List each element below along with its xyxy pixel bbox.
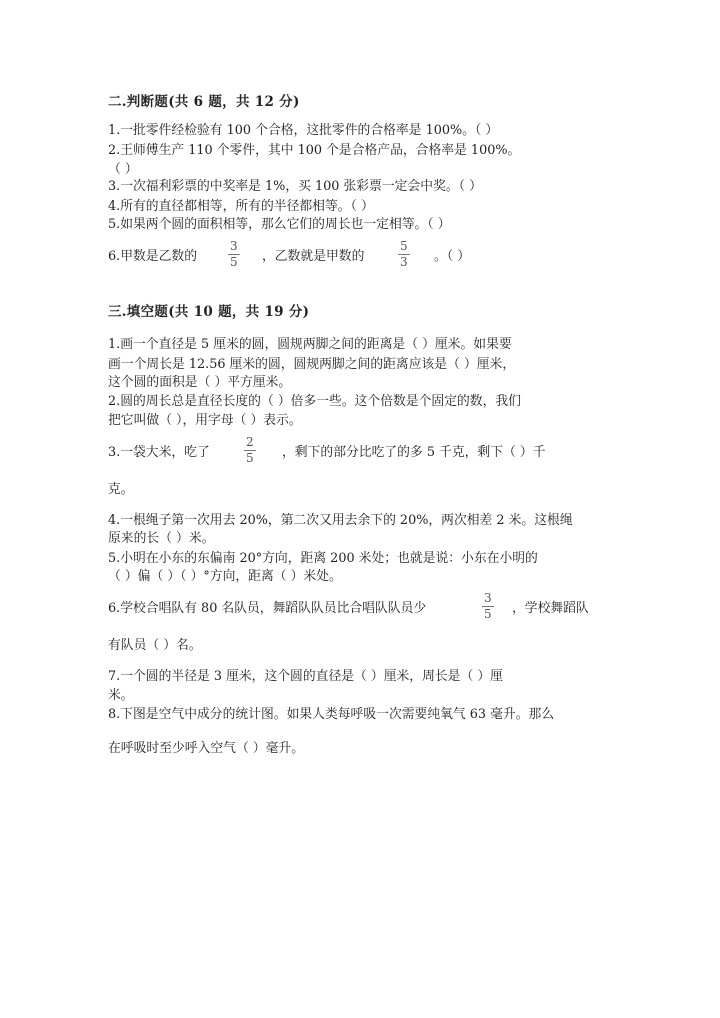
judgment-q4: 4.所有的直径都相等，所有的半径都相等。（ ） [108, 199, 374, 214]
judgment-q5: 5.如果两个圆的面积相等，那么它们的周长也一定相等。（ ） [108, 217, 451, 232]
fill-q3-text2: ，剩下的部分比吃了的多 5 千克，剩下（ ）千 [282, 445, 546, 460]
fill-q5-line2: （ ）偏（ ）（ ）°方向，距离（ ）米处。 [108, 569, 342, 584]
fill-q3-text3: 克。 [108, 482, 134, 497]
fraction-denominator: 5 [246, 451, 254, 465]
judgment-q3: 3.一次福利彩票的中奖率是 1%，买 100 张彩票一定会中奖。（ ） [108, 179, 482, 194]
fill-q2-line1: 2.圆的周长总是直径长度的（ ）倍多一些。这个倍数是个固定的数，我们 [108, 394, 521, 409]
fraction-denominator: 3 [400, 255, 408, 269]
fill-q1-line1: 1.画一个直径是 5 厘米的圆，圆规两脚之间的距离是（ ）厘米。如果要 [108, 337, 512, 352]
fill-q4-line2: 原来的长（ ）米。 [108, 531, 215, 546]
judgment-q6-fraction1 [228, 240, 240, 269]
fill-q4-line1: 4.一根绳子第一次用去 20%，第二次又用去余下的 20%，两次相差 2 米。这根绳 [108, 513, 573, 528]
fraction-numerator: 2 [246, 435, 254, 449]
judgment-q2-line2: （ ） [108, 162, 138, 177]
fill-q7-line2: 米。 [108, 688, 134, 703]
fill-q6-fraction [482, 592, 494, 621]
fraction-denominator: 5 [230, 255, 238, 269]
fill-q3-text1: 3.一袋大米，吃了 [108, 445, 210, 460]
judgment-q1: 1.一批零件经检验有 100 个合格，这批零件的合格率是 100%。（ ） [108, 123, 499, 138]
judgment-q2-line1: 2.王师傅生产 110 个零件，其中 100 个是合格产品，合格率是 100%。 [108, 143, 521, 158]
fill-q6-text1: 6.学校合唱队有 80 名队员，舞蹈队队员比合唱队队员少 [108, 601, 427, 616]
fraction-denominator: 5 [484, 607, 492, 621]
fill-q6-text3: 有队员（ ）名。 [108, 638, 202, 653]
section-heading-fill-blank: 三.填空题(共 10 题，共 19 分) [108, 304, 310, 320]
fill-q8-line2: 在呼吸时至少呼入空气（ ）毫升。 [108, 741, 305, 756]
fill-q5-line1: 5.小明在小东的东偏南 20°方向，距离 200 米处；也就是说：小东在小明的 [108, 551, 538, 566]
fill-q2-line2: 把它叫做（ ），用字母（ ）表示。 [108, 413, 302, 428]
fill-q7-line1: 7.一个圆的半径是 3 厘米，这个圆的直径是（ ）厘米，周长是（ ）厘 [108, 669, 503, 684]
section-heading-judgment: 二.判断题(共 6 题，共 12 分) [108, 94, 300, 110]
fraction-numerator: 3 [484, 591, 492, 605]
fill-q3-fraction [244, 436, 256, 465]
judgment-q6-text1: 6.甲数是乙数的 [108, 249, 197, 264]
judgment-q6-fraction2 [398, 240, 410, 269]
fraction-numerator: 5 [400, 239, 408, 253]
fill-q6-text2: ，学校舞蹈队 [512, 601, 589, 616]
fill-q1-line2: 画一个周长是 12.56 厘米的圆，圆规两脚之间的距离应该是（ ）厘米， [108, 357, 516, 372]
fill-q8-line1: 8.下图是空气中成分的统计图。如果人类每呼吸一次需要纯氧气 63 毫升。那么 [108, 707, 555, 722]
judgment-q6-text2: ，乙数就是甲数的 [262, 249, 365, 264]
judgment-q6-text3: 。（ ） [434, 249, 471, 264]
fraction-numerator: 3 [230, 239, 238, 253]
fill-q1-line3: 这个圆的面积是（ ）平方厘米。 [108, 375, 292, 390]
